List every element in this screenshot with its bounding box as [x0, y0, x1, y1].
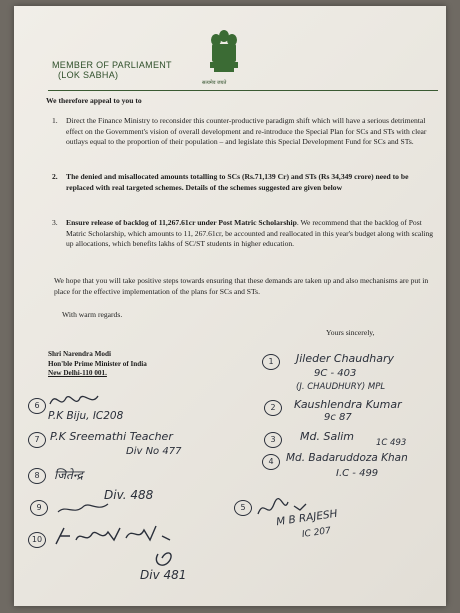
- signature-number: 10: [28, 532, 46, 548]
- letter-page: [14, 6, 446, 606]
- item-bold-text: Ensure release of backlog of 11,267.61cr under Post Matric Scholarship: [66, 218, 297, 227]
- signature-10-id: Div 481: [140, 568, 187, 582]
- item-text: The denied and misallocated amounts totalling to SCs (Rs.71,139 Cr) and STs (Rs 34,349 crore) need to be replaced with real targeted schemes. Details of the schemes suggested are given below: [66, 172, 409, 192]
- item-text: . We recommend that the backlog of Post Matric Scholarship, which amounts to 11, 267.61cr, be accounted and reallocated in this year's budget along with scaling up allocations, which benefits lakhs of SC/ST students in higher education.: [66, 218, 434, 249]
- signature-number: 4: [262, 454, 280, 470]
- signature-number: 8: [28, 468, 46, 484]
- appeal-item-1: [52, 116, 434, 148]
- addressee-block: [48, 350, 147, 379]
- signature-number: 3: [264, 432, 282, 448]
- letterhead-title: MEMBER OF PARLIAMENT: [52, 60, 172, 70]
- signature-number: 1: [262, 354, 280, 370]
- signature-7-name: P.K Sreemathi Teacher: [50, 430, 173, 443]
- signature-2-id: 9c 87: [324, 412, 352, 423]
- signature-number: 9: [30, 500, 48, 516]
- signature-1-id: 9C - 403: [314, 368, 357, 379]
- letterhead-divider: [48, 90, 438, 91]
- national-emblem-icon: [204, 28, 244, 84]
- appeal-item-2: [52, 172, 434, 193]
- signature-number: 5: [234, 500, 252, 516]
- appeal-item-3: [52, 218, 434, 250]
- signature-3-name: Md. Salim: [300, 430, 355, 443]
- signature-6-scribble: [48, 390, 108, 412]
- signature-5-name: M B RAJESH: [275, 507, 339, 529]
- appeal-intro: We therefore appeal to you to: [46, 96, 142, 105]
- signature-4-id: I.C - 499: [336, 468, 379, 479]
- signature-1-printed: (J. CHAUDHURY) MPL: [296, 382, 386, 392]
- item-text: Direct the Finance Ministry to reconsider this counter-productive paradigm shift which will have a serious detrimental effect on the Government's vision of overall development and re-introduce the Special Plan for SCs and STs with clear outlays equal to the proportion of their population – and legislate this Special Development Fund for SCs and STs.: [66, 116, 427, 147]
- item-number: 2.: [52, 172, 58, 181]
- signature-7-id: Div No 477: [126, 446, 182, 457]
- signature-8-name: जितेन्द्र: [54, 468, 83, 482]
- signature-2-name: Kaushlendra Kumar: [294, 398, 402, 411]
- emblem-motto: सत्यमेव जयते: [202, 80, 227, 86]
- yours-sincerely: Yours sincerely,: [326, 328, 375, 337]
- signature-9-scribble: [54, 498, 114, 518]
- addressee-name: Shri Narendra Modi: [48, 350, 111, 358]
- signature-4-name: Md. Badaruddoza Khan: [286, 452, 408, 464]
- addressee-title: Hon'ble Prime Minister of India: [48, 359, 147, 368]
- addressee-city: New Delhi-110 001.: [48, 369, 107, 377]
- letterhead-subtitle: (LOK SABHA): [58, 70, 119, 80]
- signature-1-name: Jileder Chaudhary: [296, 352, 394, 365]
- signature-6-name: P.K Biju, IC208: [48, 410, 124, 422]
- signature-3-id: 1C 493: [376, 438, 407, 448]
- signature-number: 2: [264, 400, 282, 416]
- signature-5-id: IC 207: [301, 526, 332, 540]
- item-number: 3.: [52, 218, 58, 227]
- signature-8-id: Div. 488: [104, 488, 154, 502]
- closing-paragraph: We hope that you will take positive steps towards ensuring that these demands are taken up and also mechanisms are put in place for the effective implementation of the plans for SCs and STs.: [54, 276, 429, 296]
- warm-regards: With warm regards.: [62, 310, 123, 319]
- signature-number: 7: [28, 432, 46, 448]
- item-number: 1.: [52, 116, 58, 125]
- signature-number: 6: [28, 398, 46, 414]
